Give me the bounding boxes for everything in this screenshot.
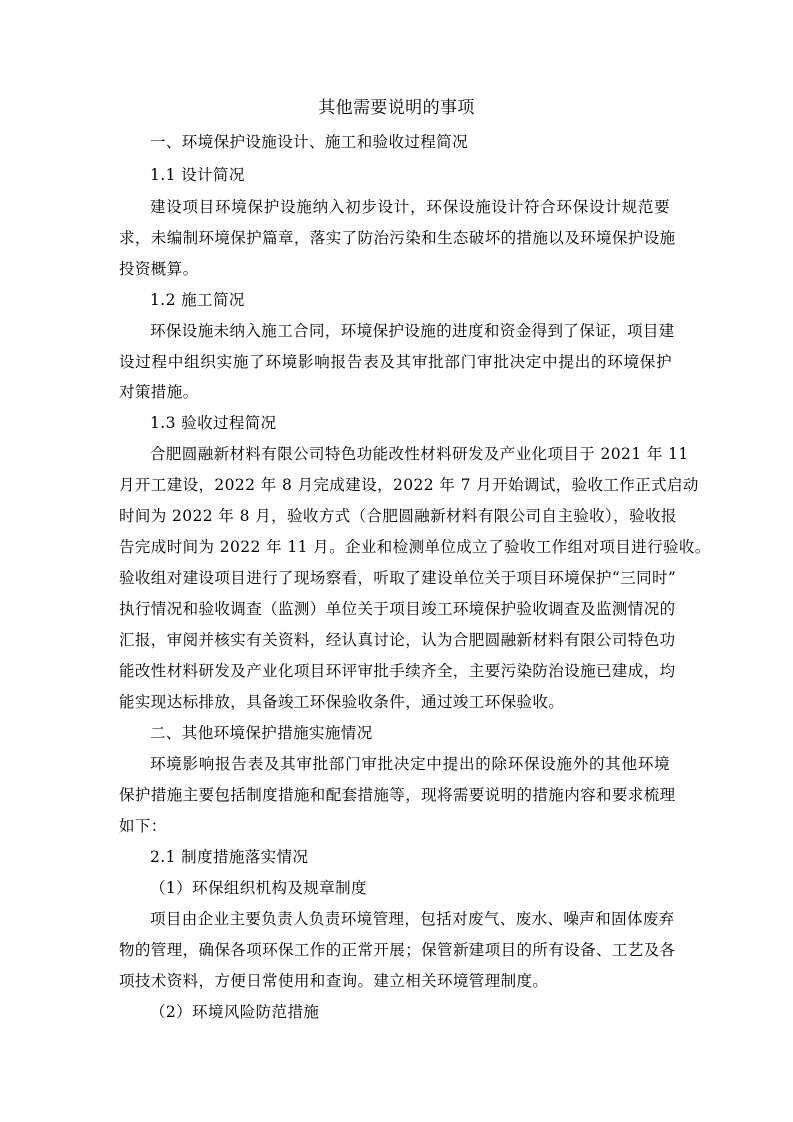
paragraph-line: 合肥圆融新材料有限公司特色功能改性材料研发及产业化项目于 2021 年 11	[150, 445, 689, 463]
paragraph-line: 设过程中组织实施了环境影响报告表及其审批部门审批决定中提出的环境保护	[119, 353, 672, 371]
subsection-1-3-heading: 1.3 验收过程简况	[150, 414, 277, 432]
paragraph-line: 执行情况和验收调查（监测）单位关于项目竣工环境保护验收调查及监测情况的	[119, 600, 676, 618]
paragraph-line: 能实现达标排放，具备竣工环保验收条件，通过竣工环保验收。	[119, 693, 565, 711]
paragraph-line: 建设项目环境保护设施纳入初步设计，环保设施设计符合环保设计规范要	[150, 198, 670, 216]
paragraph-line: 环保设施未纳入施工合同，环境保护设施的进度和资金得到了保证，项目建	[150, 322, 675, 340]
paragraph-line: 项技术资料，方便日常使用和查询。建立相关环境管理制度。	[119, 972, 549, 990]
page-title: 其他需要说明的事项	[318, 98, 475, 118]
paragraph-line: 月开工建设，2022 年 8 月完成建设，2022 年 7 月开始调试，验收工作正式启动	[119, 476, 699, 494]
item-1-heading: （1）环保组织机构及规章制度	[150, 879, 367, 897]
paragraph-line: 对策措施。	[119, 383, 199, 401]
paragraph-line: 物的管理，确保各项环保工作的正常开展；保管新建项目的所有设备、工艺及各	[119, 941, 676, 959]
subsection-1-1-heading: 1.1 设计简况	[150, 166, 245, 184]
paragraph-line: 环境影响报告表及其审批部门审批决定中提出的除环保设施外的其他环境	[150, 755, 670, 773]
section-1-heading: 一、环境保护设施设计、施工和验收过程简况	[150, 133, 469, 151]
paragraph-line: 投资概算。	[119, 260, 199, 278]
paragraph-line: 能改性材料研发及产业化项目环评审批手续齐全，主要污染防治设施已建成，均	[119, 662, 676, 680]
paragraph-line: 时间为 2022 年 8 月，验收方式（合肥圆融新材料有限公司自主验收），验收报	[119, 507, 677, 525]
paragraph-line: 验收组对建设项目进行了现场察看，听取了建设单位关于项目环境保护“三同时”	[119, 569, 677, 587]
paragraph-line: 项目由企业主要负责人负责环境管理，包括对废气、废水、噪声和固体废弃	[150, 910, 675, 928]
paragraph-line: 保护措施主要包括制度措施和配套措施等，现将需要说明的措施内容和要求梳理	[119, 786, 676, 804]
paragraph-line: 求，未编制环境保护篇章，落实了防治污染和生态破坏的措施以及环境保护设施	[119, 229, 676, 247]
section-2-heading: 二、其他环境保护措施实施情况	[150, 724, 373, 742]
paragraph-line: 如下：	[119, 817, 167, 835]
paragraph-line: 告完成时间为 2022 年 11 月。企业和检测单位成立了验收工作组对项目进行验收。	[119, 538, 711, 556]
subsection-1-2-heading: 1.2 施工简况	[150, 291, 245, 309]
subsection-2-1-heading: 2.1 制度措施落实情况	[150, 848, 309, 866]
item-2-heading: （2）环境风险防范措施	[150, 1003, 320, 1021]
paragraph-line: 汇报，审阅并核实有关资料，经认真讨论，认为合肥圆融新材料有限公司特色功	[119, 631, 676, 649]
